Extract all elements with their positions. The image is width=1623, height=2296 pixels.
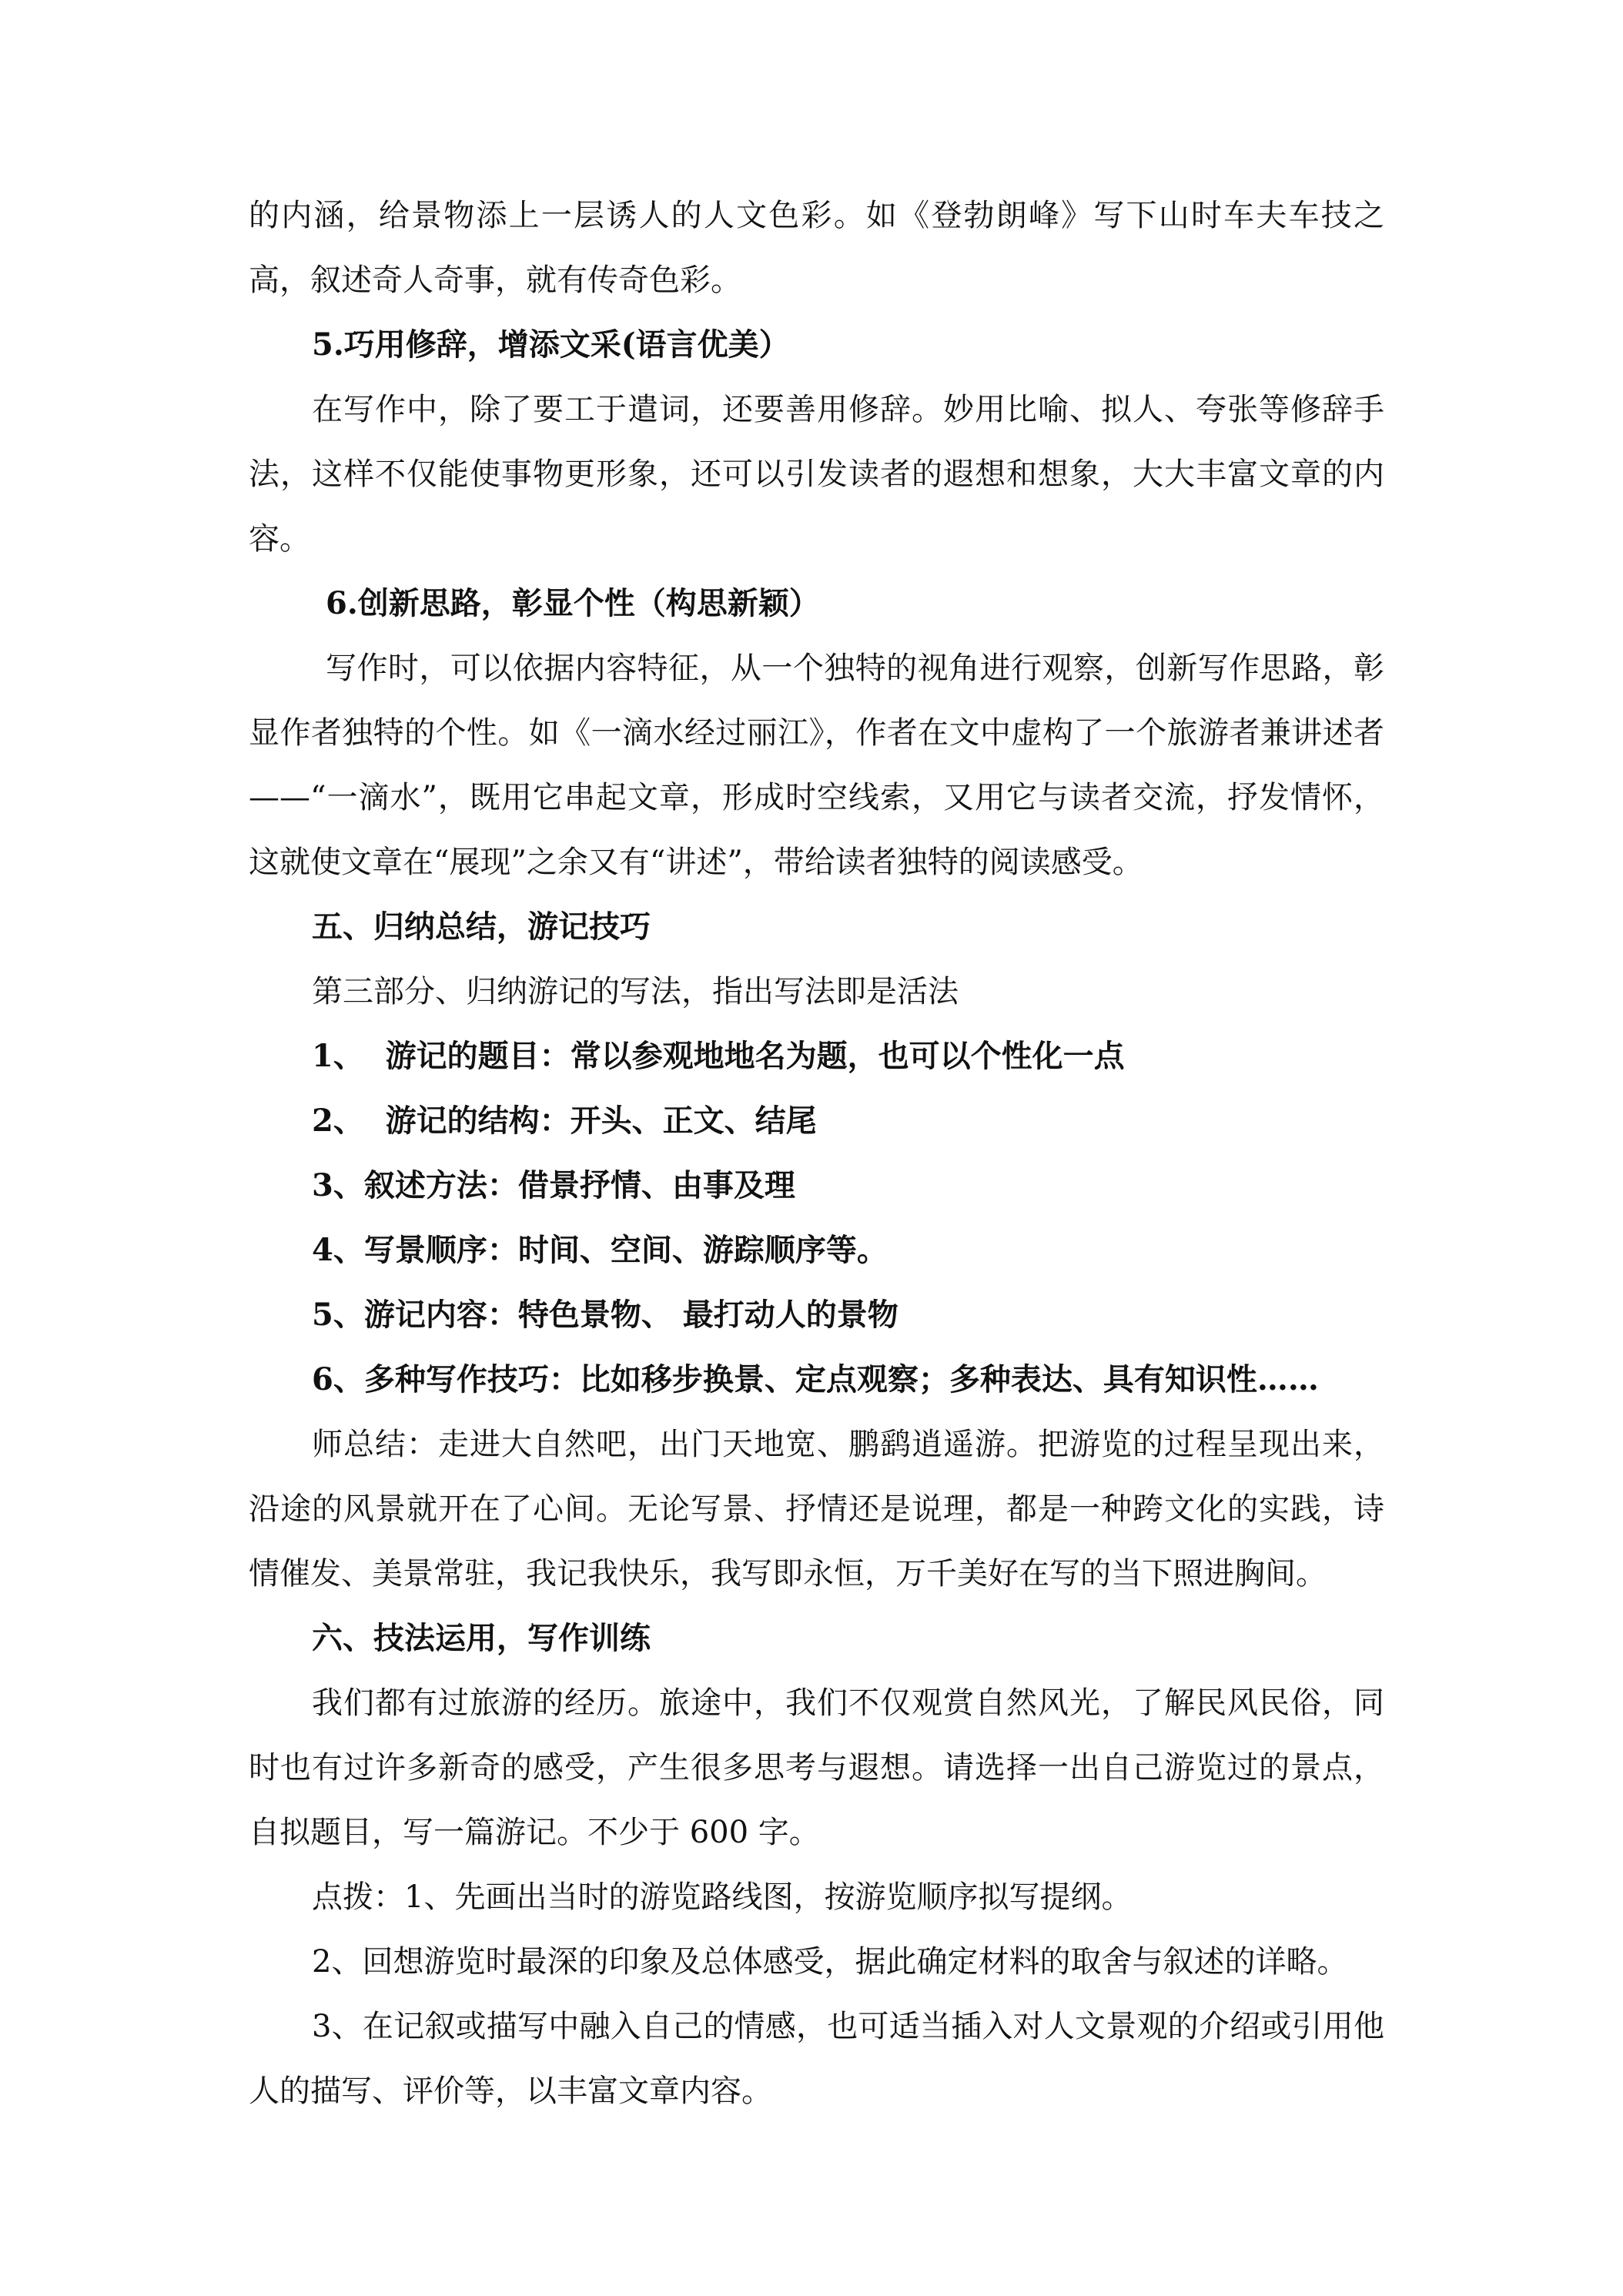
tip-item-2: 2、回想游览时最深的印象及总体感受，据此确定材料的取舍与叙述的详略。 <box>312 1944 1348 1980</box>
list-item-narration: 3、叙述方法：借景抒情、由事及理 <box>312 1167 795 1203</box>
list-item-title: 1、 游记的题目：常以参观地地名为题，也可以个性化一点 <box>312 1038 1125 1074</box>
paragraph-assignment: 我们都有过旅游的经历。旅途中，我们不仅观赏自然风光，了解民风民俗，同时也有过许多新奇的感受，产生很多思考与遐想。请选择一出自己游览过的景点，自拟题目，写一篇游记。不少于 600 字。 <box>249 1685 1384 1850</box>
document-body <box>249 183 1384 2124</box>
paragraph-rhetoric: 在写作中，除了要工于遣词，还要善用修辞。妙用比喻、拟人、夸张等修辞手法，这样不仅能使事物更形象，还可以引发读者的遐想和想象，大大丰富文章的内容。 <box>249 392 1384 557</box>
subheading-innovation: 6.创新思路，彰显个性（构思新颖） <box>326 585 820 621</box>
tip-item-3: 3、在记叙或描写中融入自己的情感，也可适当插入对人文景观的介绍或引用他人的描写、评价等，以丰富文章内容。 <box>249 2009 1384 2109</box>
part-three-intro: 第三部分、归纳游记的写法，指出写法即是活法 <box>312 974 959 1009</box>
paragraph-teacher-summary: 师总结：走进大自然吧，出门天地宽、鹏鹞逍遥游。把游览的过程呈现出来，沿途的风景就开在了心间。无论写景、抒情还是说理，都是一种跨文化的实践，诗情催发、美景常驻，我记我快乐，我写即永恒，万千美好在写的当下照进胸间。 <box>249 1427 1384 1591</box>
subheading-rhetoric: 5.巧用修辞，增添文采(语言优美） <box>312 326 790 363</box>
list-item-structure: 2、 游记的结构：开头、正文、结尾 <box>312 1103 817 1139</box>
paragraph-continuation: 的内涵，给景物添上一层诱人的人文色彩。如《登勃朗峰》写下山时车夫车技之高，叙述奇人奇事，就有传奇色彩。 <box>249 198 1384 298</box>
section-heading-summary: 五、归纳总结，游记技巧 <box>312 909 651 945</box>
list-item-content: 5、游记内容：特色景物、 最打动人的景物 <box>312 1297 899 1333</box>
list-item-order: 4、写景顺序：时间、空间、游踪顺序等。 <box>312 1232 888 1268</box>
paragraph-innovation: 写作时，可以依据内容特征，从一个独特的视角进行观察，创新写作思路，彰显作者独特的个性。如《一滴水经过丽江》，作者在文中虚构了一个旅游者兼讲述者——“一滴水”，既用它串起文章，形成时空线索，又用它与读者交流，抒发情怀，这就使文章在“展现”之余又有“讲述”，带给读者独特的阅读感受。 <box>249 651 1384 880</box>
list-item-techniques: 6、多种写作技巧：比如移步换景、定点观察；多种表达、具有知识性…… <box>312 1361 1319 1397</box>
section-heading-practice: 六、技法运用，写作训练 <box>312 1620 651 1656</box>
tip-item-1: 点拨：1、先画出当时的游览路线图，按游览顺序拟写提纲。 <box>312 1879 1133 1915</box>
